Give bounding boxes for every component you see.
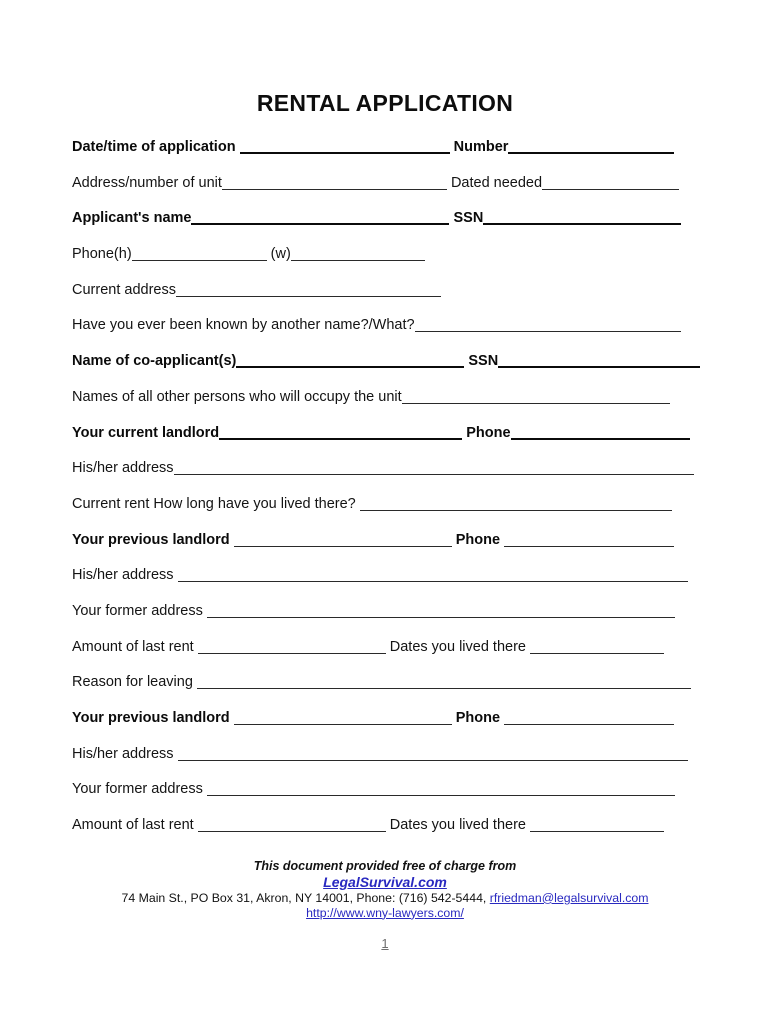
field-address-number-of-unit[interactable] <box>222 176 447 190</box>
field-current-landlord-address[interactable] <box>174 461 694 475</box>
field-current-landlord-phone[interactable] <box>511 425 690 440</box>
field-label: His/her address <box>72 567 178 584</box>
field-phone-work[interactable] <box>291 247 425 261</box>
field-label: His/her address <box>72 460 174 477</box>
field-current-landlord[interactable] <box>219 425 462 440</box>
field-previous-landlord-address-2[interactable] <box>178 747 688 761</box>
field-co-applicant-name[interactable] <box>236 353 464 368</box>
field-label: Date/time of application <box>72 139 240 155</box>
field-label: Dated needed <box>446 174 543 191</box>
field-former-address-2[interactable] <box>207 782 675 796</box>
form-row <box>72 380 698 416</box>
field-label: Your former address <box>72 781 207 798</box>
field-applicant-name[interactable] <box>191 210 449 225</box>
field-label: Dates you lived there <box>385 638 531 655</box>
field-previous-landlord-2[interactable] <box>234 711 452 725</box>
page-number: 1 <box>381 935 389 951</box>
field-previous-landlord-address-1[interactable] <box>178 568 688 582</box>
field-amount-last-rent-1[interactable] <box>198 640 386 654</box>
field-label: Amount of last rent <box>72 817 198 834</box>
field-label: Have you ever been known by another name?/What? <box>72 317 415 334</box>
field-former-address-1[interactable] <box>207 604 675 618</box>
field-previous-landlord-phone-1[interactable] <box>504 533 674 547</box>
form-row <box>72 523 698 559</box>
field-previous-landlord-1[interactable] <box>234 533 452 547</box>
field-amount-last-rent-2[interactable] <box>198 818 386 832</box>
field-label: Amount of last rent <box>72 638 198 655</box>
field-number[interactable] <box>508 139 674 154</box>
footer <box>0 858 770 921</box>
field-other-name[interactable] <box>415 318 681 332</box>
field-label: (w) <box>266 246 291 263</box>
form-row <box>72 737 698 773</box>
field-current-rent-duration[interactable] <box>360 497 672 511</box>
field-dates-lived-2[interactable] <box>530 818 664 832</box>
field-label: Phone <box>451 710 505 726</box>
field-current-address[interactable] <box>176 283 441 297</box>
legalsurvival-link[interactable]: LegalSurvival.com <box>323 873 447 890</box>
form-row <box>72 558 698 594</box>
field-label: Your previous landlord <box>72 710 234 726</box>
form-row <box>72 308 698 344</box>
form-row <box>72 594 698 630</box>
field-label: Name of co-applicant(s) <box>72 353 237 370</box>
field-phone-home[interactable] <box>132 247 267 261</box>
form-row <box>72 772 698 808</box>
field-previous-landlord-phone-2[interactable] <box>504 711 674 725</box>
page-title: RENTAL APPLICATION <box>256 90 514 116</box>
email-link[interactable]: rfriedman@legalsurvival.com <box>489 890 649 905</box>
form-row <box>72 201 698 237</box>
form-row <box>72 808 698 844</box>
field-label: Address/number of unit <box>72 174 222 191</box>
field-label: Your current landlord <box>72 424 220 441</box>
field-label: Phone <box>462 424 511 441</box>
form-row <box>72 344 698 380</box>
form-row <box>72 237 698 273</box>
footer-brand-line <box>0 874 770 891</box>
field-date-time-of-application[interactable] <box>240 139 450 154</box>
field-label: SSN <box>464 353 499 370</box>
field-label: Names of all other persons who will occupy the unit <box>72 388 402 405</box>
field-dates-lived-1[interactable] <box>530 640 664 654</box>
field-label: Dates you lived there <box>385 817 531 834</box>
field-applicant-ssn[interactable] <box>483 210 681 225</box>
footer-provided-line: This document provided free of charge from <box>253 858 517 873</box>
field-label: Current rent How long have you lived there? <box>72 495 360 512</box>
form-row <box>72 487 698 523</box>
field-label: Current address <box>72 281 176 298</box>
form-row <box>72 273 698 309</box>
form-row <box>72 130 698 166</box>
field-label: Phone <box>451 531 505 548</box>
field-label: His/her address <box>72 745 178 762</box>
footer-contact-line <box>0 891 770 906</box>
field-label: Applicant's name <box>72 210 192 227</box>
field-label: Your former address <box>72 602 207 619</box>
form-row <box>72 665 698 701</box>
footer-website-line <box>0 906 770 921</box>
form-rows <box>72 130 698 844</box>
field-label: SSN <box>449 210 484 227</box>
field-label: Number <box>449 139 509 155</box>
footer-address-text: 74 Main St., PO Box 31, Akron, NY 14001, Phone: (716) 542-5444, <box>121 890 490 905</box>
field-label: Your previous landlord <box>72 531 234 548</box>
form-row <box>72 166 698 202</box>
field-label: Phone(h) <box>72 246 132 263</box>
form-row <box>72 630 698 666</box>
field-dated-needed[interactable] <box>542 176 679 190</box>
field-other-occupants[interactable] <box>402 390 670 404</box>
form-row <box>72 416 698 452</box>
form-row <box>72 701 698 737</box>
form-row <box>72 451 698 487</box>
website-link[interactable]: http://www.wny-lawyers.com/ <box>306 905 464 920</box>
field-reason-for-leaving[interactable] <box>197 675 691 689</box>
field-label: Reason for leaving <box>72 674 197 691</box>
field-co-applicant-ssn[interactable] <box>498 353 700 368</box>
